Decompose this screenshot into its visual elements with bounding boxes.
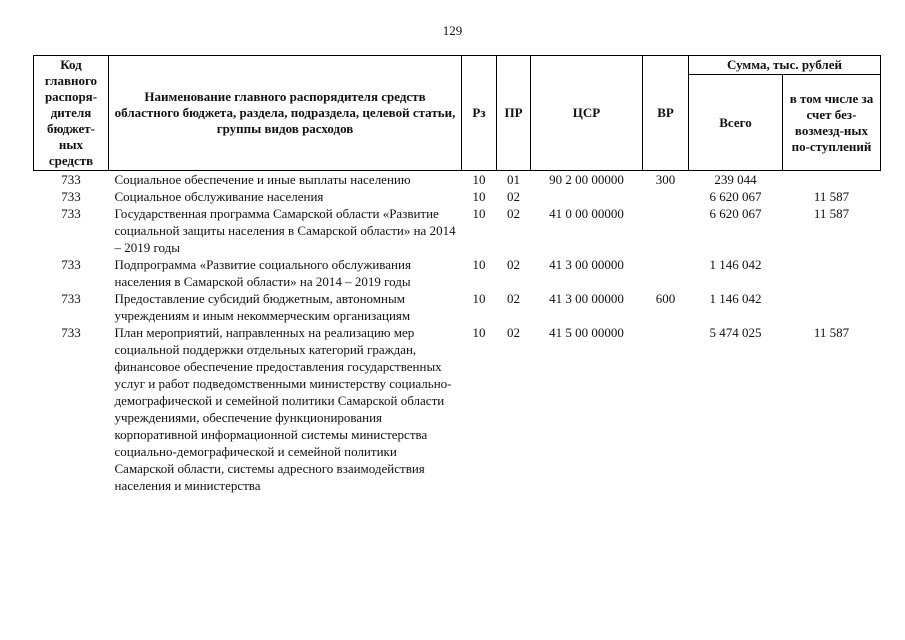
cell-total: 6 620 067 [709,189,762,204]
cell-pr: 01 [507,172,520,187]
cell-vr [643,188,689,205]
cell-incl [783,256,881,290]
table-row [34,290,881,324]
cell-vr [643,205,689,256]
cell-vr [643,324,689,494]
cell-name: План мероприятий, направленных на реализацию мер социальной поддержки отдельных категорий граждан, финансовое обеспечение предоставления государственных услуг и работ подведомственными министерству социально-демографической и семейной политики Самарской области учреждениями, обеспечение функционирования корпоративной информационной системы министерства социально-демографической и семейной политики Самарской области, системы адресного взаимодействия населения и министерства [114,325,452,493]
cell-name: Социальное обеспечение и иные выплаты населению [114,172,411,187]
cell-rz: 10 [472,172,486,187]
cell-rz: 10 [472,291,486,306]
cell-incl: 11 587 [813,189,850,204]
cell-code: 733 [61,257,81,272]
table-row [34,188,881,205]
header-name: Наименование главного распорядителя средств областного бюджета, раздела, подраздела, целевой статьи, группы видов расходов [109,56,462,171]
cell-rz: 10 [472,325,486,340]
cell-csr: 41 3 00 00000 [549,291,624,306]
cell-vr [643,256,689,290]
cell-name: Подпрограмма «Развитие социального обслуживания населения в Самарской области» на 2014 – 2019 годы [114,257,411,289]
cell-incl: 11 587 [813,206,850,221]
cell-pr: 02 [507,325,520,340]
cell-incl [783,171,881,189]
header-total: Всего [689,75,783,171]
table-row [34,256,881,290]
cell-name: Государственная программа Самарской области «Развитие социальной защиты населения в Самарской области» на 2014 – 2019 годы [114,206,456,255]
cell-code: 733 [61,206,81,221]
cell-csr: 90 2 00 00000 [549,172,624,187]
table-row [34,171,881,189]
cell-total: 6 620 067 [709,206,762,221]
cell-csr: 41 5 00 00000 [549,325,624,340]
cell-total: 5 474 025 [709,325,762,340]
table-row [34,205,881,256]
page-number: 129 [442,23,463,38]
cell-rz: 10 [472,189,486,204]
budget-table [33,55,881,494]
cell-csr: 41 0 00 00000 [549,206,624,221]
cell-total: 1 146 042 [709,257,762,272]
cell-pr: 02 [507,206,520,221]
cell-name: Предоставление субсидий бюджетным, автономным учреждениям и иным некоммерческим организациям [114,291,411,323]
cell-pr: 02 [507,291,520,306]
cell-csr [531,188,643,205]
cell-vr: 600 [655,291,676,306]
cell-total: 1 146 042 [709,291,762,306]
header-code: Код главного распоря-дителя бюджет-ных средств [34,56,109,171]
table-row [34,324,881,494]
header-pr: ПР [497,56,531,171]
table-header [34,56,881,171]
header-incl: в том числе за счет без-возмезд-ных по-ступлений [783,75,881,171]
cell-code: 733 [61,325,81,340]
cell-vr: 300 [655,172,676,187]
header-vr: ВР [643,56,689,171]
cell-rz: 10 [472,257,486,272]
table-body [34,171,881,495]
cell-code: 733 [61,172,81,187]
cell-name: Социальное обслуживание населения [114,189,324,204]
cell-pr: 02 [507,189,520,204]
cell-incl [783,290,881,324]
cell-csr: 41 3 00 00000 [549,257,624,272]
cell-total: 239 044 [714,172,757,187]
header-csr: ЦСР [531,56,643,171]
header-sum: Сумма, тыс. рублей [689,56,881,75]
cell-pr: 02 [507,257,520,272]
cell-rz: 10 [472,206,486,221]
cell-code: 733 [61,189,81,204]
cell-incl: 11 587 [813,325,850,340]
cell-code: 733 [61,291,81,306]
header-rz: Рз [462,56,497,171]
